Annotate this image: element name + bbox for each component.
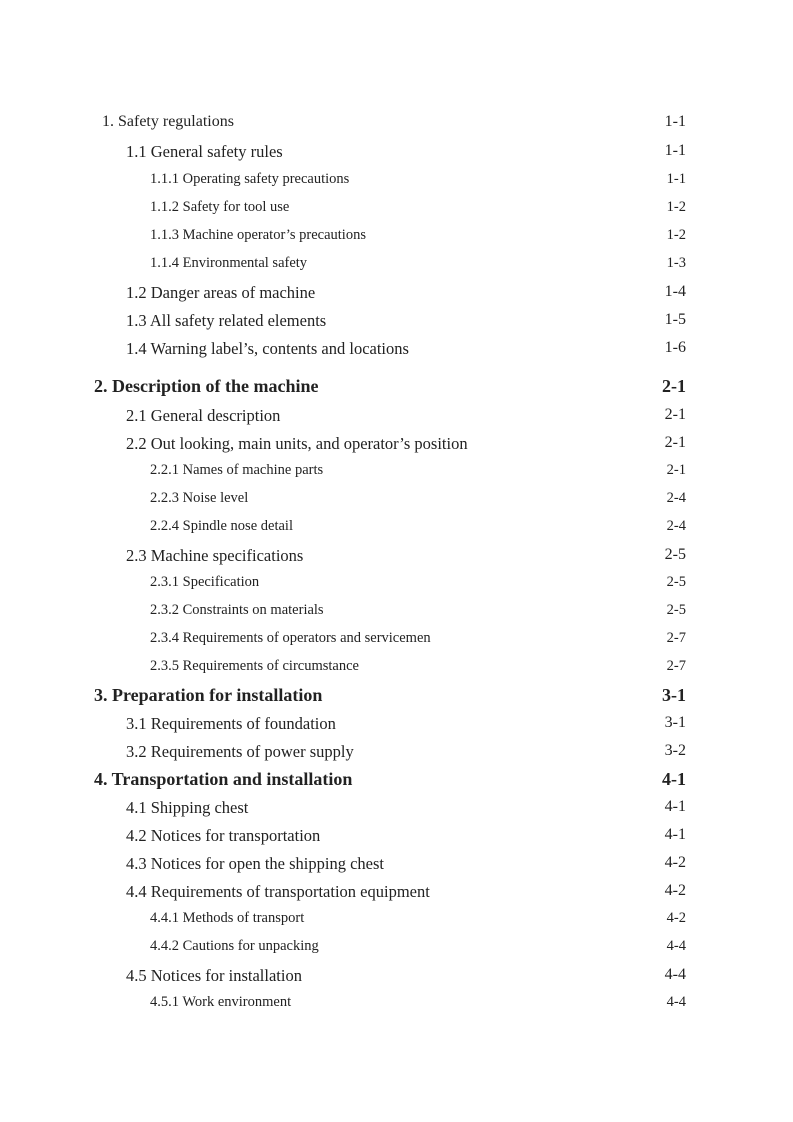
toc-entry-title: 2. Description of the machine [94,376,319,396]
toc-entry-title: 3.1 Requirements of foundation [126,714,336,733]
toc-entry-title: 2.2 Out looking, main units, and operator’s position [126,434,468,453]
toc-entry-page: 1-1 [666,171,686,187]
toc-entry-title: 3.2 Requirements of power supply [126,742,354,761]
toc-entry-title: 4. Transportation and installation [94,769,353,789]
toc-entry-page: 2-1 [666,462,686,478]
toc-entry-page: 2-4 [666,490,686,506]
toc-entry-page: 2-7 [666,630,686,646]
toc-entry-title: 1.3 All safety related elements [126,311,327,330]
toc-entry-page: 1-5 [664,311,686,328]
toc-entry-title: 2.1 General description [126,406,281,425]
toc-entry-page: 4-4 [664,966,686,983]
toc-entry-page: 2-1 [664,434,686,451]
toc-entry-title: 4.4.1 Methods of transport [150,910,305,926]
toc-entry-page: 2-5 [664,546,686,563]
toc-entry-page: 4-1 [662,769,686,789]
toc-entry-page: 3-1 [662,685,686,705]
toc-entry-page: 2-4 [666,518,686,534]
toc-entry-page: 3-1 [664,714,686,731]
toc-entry-page: 4-2 [664,854,686,871]
toc-entry-page: 1-2 [666,227,686,243]
toc-entry-page: 2-7 [666,658,686,674]
toc-entry-title: 1. Safety regulations [102,113,234,130]
toc-entry-page: 2-5 [666,574,686,590]
toc-entry-page: 4-2 [664,882,686,899]
toc-entry-title: 1.1.2 Safety for tool use [150,199,290,215]
toc-entry-page: 1-3 [666,255,686,271]
toc-entry-title: 2.2.3 Noise level [150,490,249,506]
toc-entry-page: 2-1 [662,376,686,396]
toc-entry-page: 2-5 [666,602,686,618]
toc-entry-title: 1.2 Danger areas of machine [126,283,316,302]
toc-entry-title: 2.3.4 Requirements of operators and servicemen [150,630,431,646]
toc-entry-title: 1.1.4 Environmental safety [150,255,308,271]
toc-entry-title: 4.5 Notices for installation [126,966,302,985]
toc-entry-title: 2.2.1 Names of machine parts [150,462,324,478]
toc-entry-page: 1-4 [664,283,686,300]
toc-entry-title: 2.3.1 Specification [150,574,260,590]
toc-entry-page: 4-1 [664,826,686,843]
toc-entry-page: 1-6 [664,339,686,356]
toc-entry-page: 1-1 [664,142,686,159]
toc-entry-page: 2-1 [664,406,686,423]
toc-entry-title: 1.1 General safety rules [126,142,283,161]
toc-entry-title: 4.2 Notices for transportation [126,826,321,845]
toc-entry-title: 4.5.1 Work environment [150,994,292,1010]
toc-entry-title: 1.4 Warning label’s, contents and locations [126,339,409,358]
toc-entry-title: 1.1.3 Machine operator’s precautions [150,227,366,243]
toc-entry-title: 2.2.4 Spindle nose detail [150,518,293,534]
toc-entry-page: 1-2 [666,199,686,215]
toc-entry-title: 3. Preparation for installation [94,685,323,705]
toc-entry-title: 4.3 Notices for open the shipping chest [126,854,384,873]
toc-entry-page: 3-2 [664,742,686,759]
toc-entry-page: 4-4 [666,994,686,1010]
toc-entry-title: 4.4.2 Cautions for unpacking [150,938,319,954]
toc-entry-page: 4-4 [666,938,686,954]
toc-entry-page: 1-1 [664,113,686,130]
toc-entry-title: 4.1 Shipping chest [126,798,249,817]
toc-entry-title: 2.3.5 Requirements of circumstance [150,658,359,674]
toc-entry-title: 2.3.2 Constraints on materials [150,602,324,618]
toc-entry-title: 2.3 Machine specifications [126,546,304,565]
toc-entry-page: 4-1 [664,798,686,815]
toc-entry-title: 4.4 Requirements of transportation equipment [126,882,430,901]
toc-entry-title: 1.1.1 Operating safety precautions [150,171,350,187]
toc-entry-page: 4-2 [666,910,686,926]
